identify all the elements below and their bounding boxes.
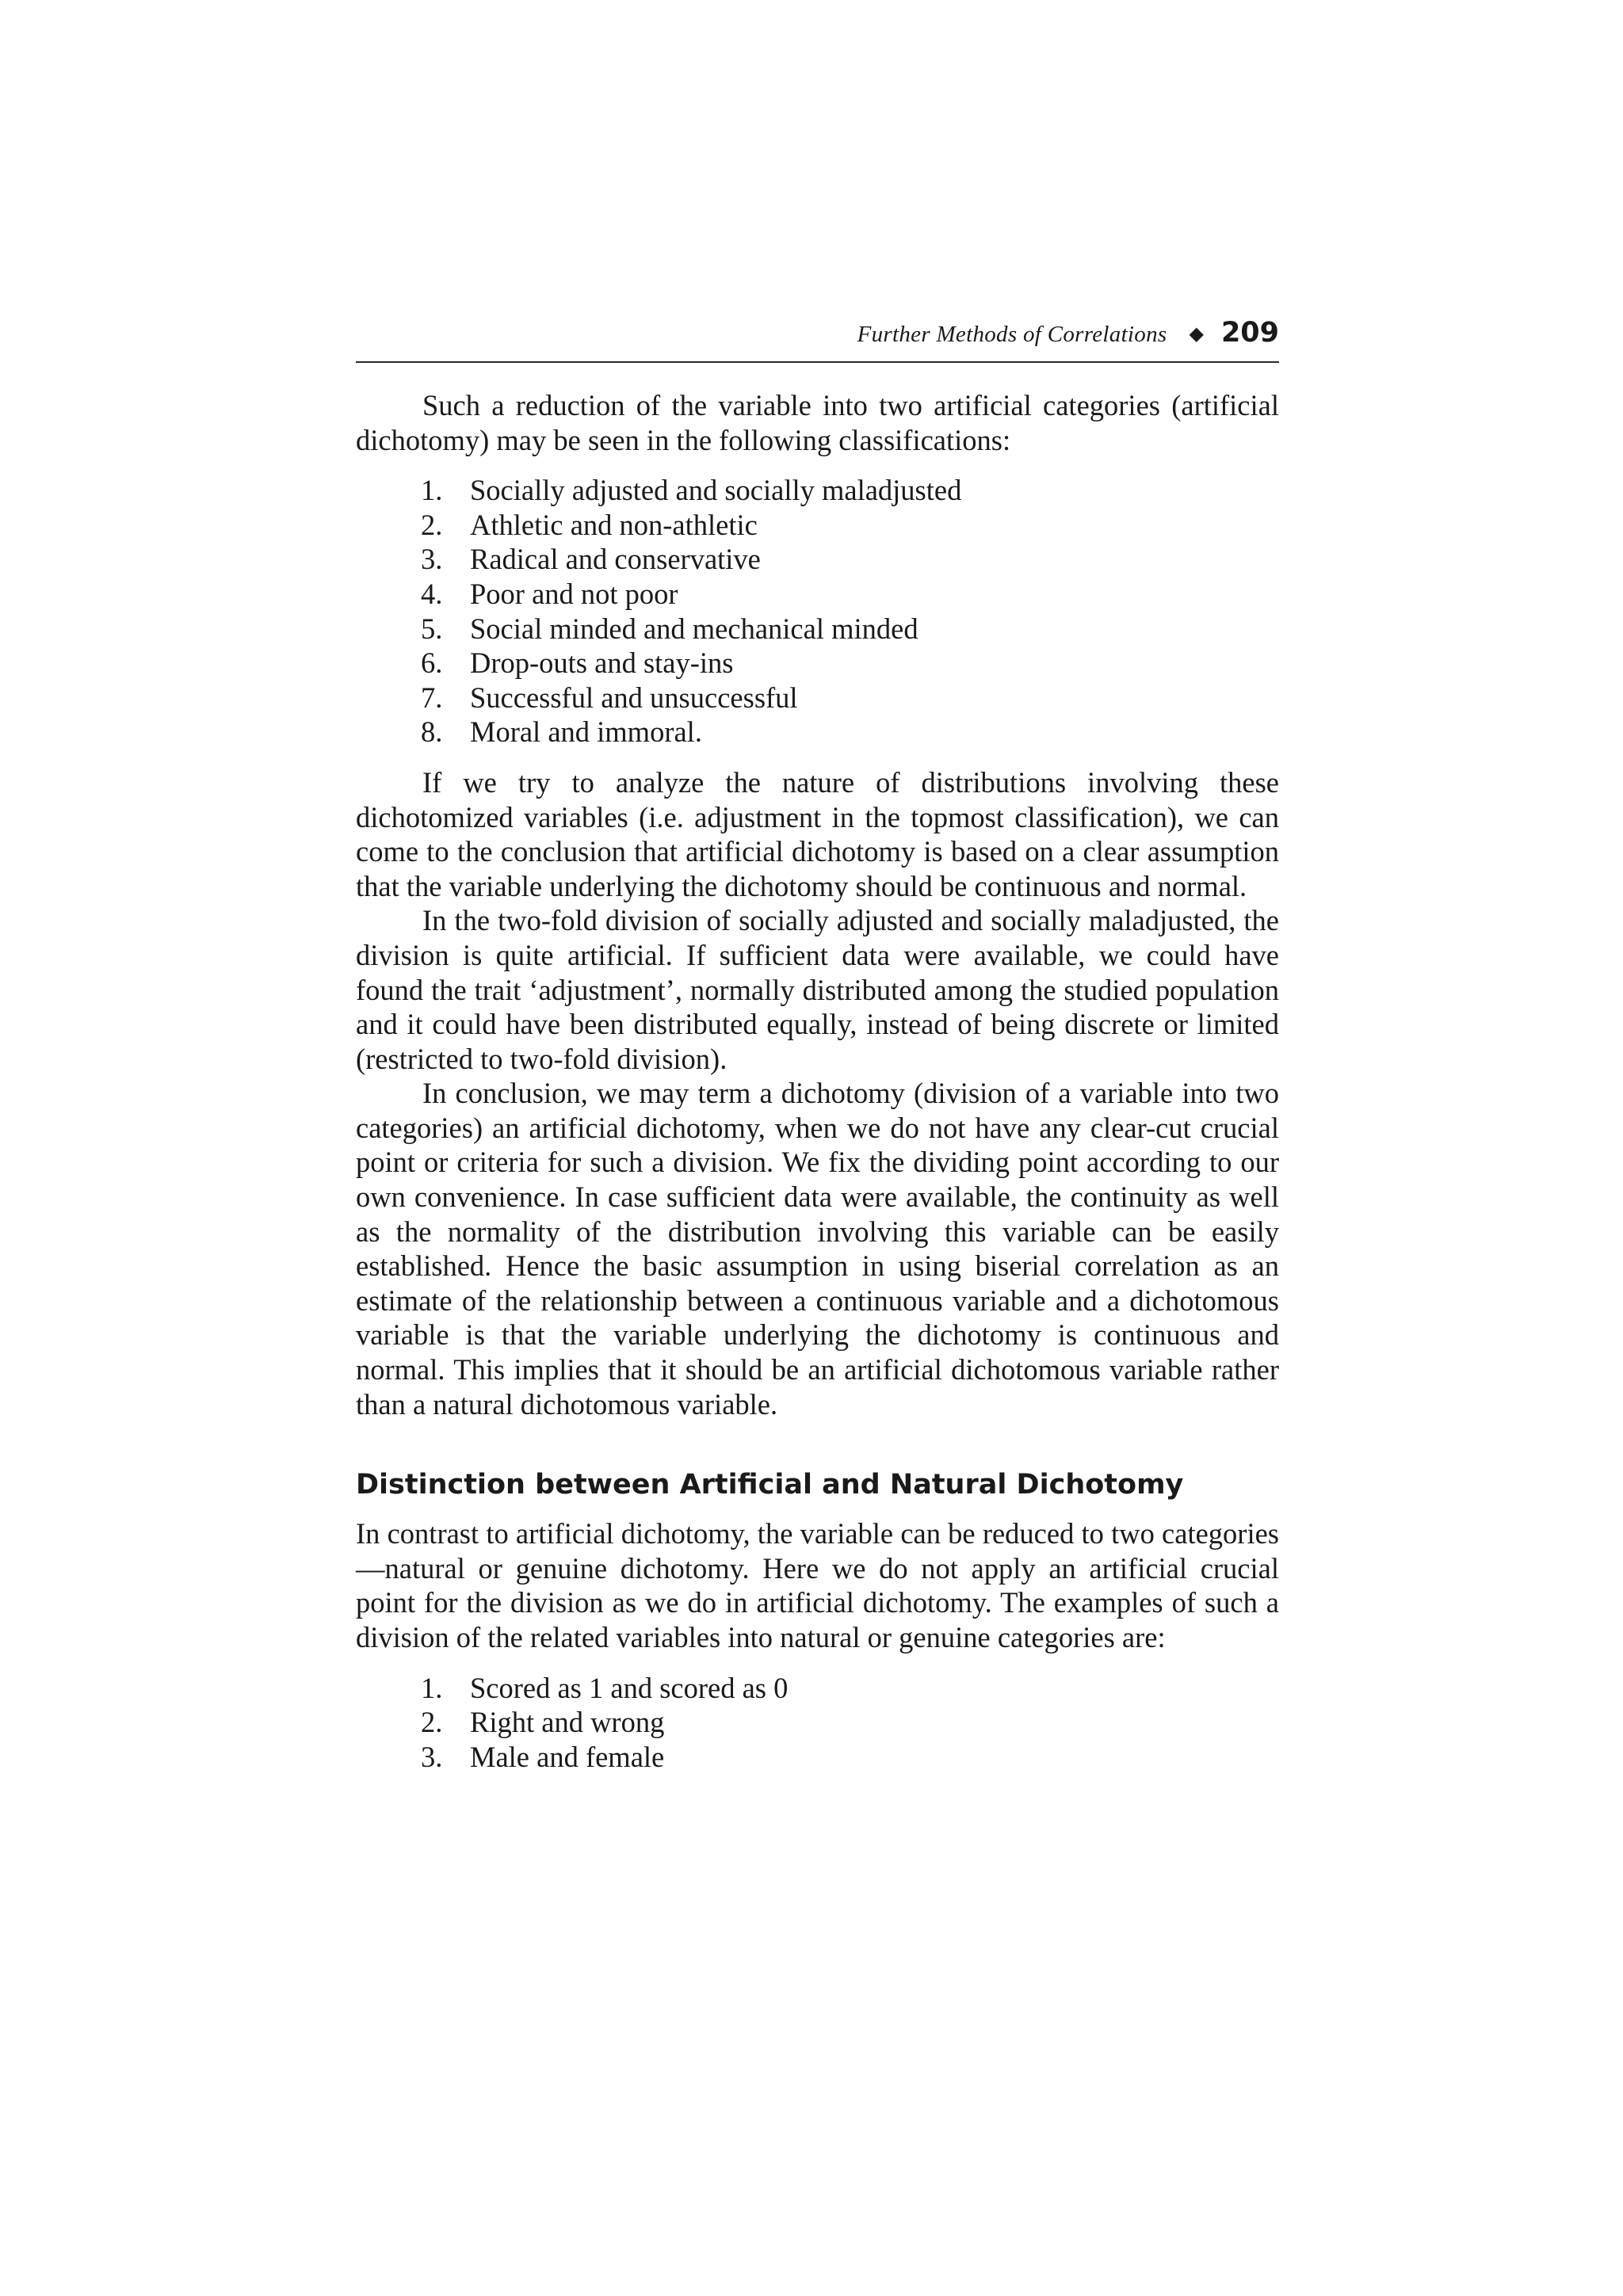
paragraph: Such a reduction of the variable into two artificial categories (artificial dichotomy) may be seen in the following classifications: bbox=[356, 389, 1279, 456]
list-item-number: 7. bbox=[421, 681, 443, 714]
list-item bbox=[421, 577, 1279, 612]
list-item bbox=[421, 715, 1279, 749]
list-item-number: 3. bbox=[421, 543, 443, 576]
list-item bbox=[421, 1705, 1279, 1740]
list-item bbox=[421, 612, 1279, 646]
list-item-number: 3. bbox=[421, 1740, 443, 1773]
list-item-text: Male and female bbox=[470, 1740, 665, 1773]
list-item-text: Athletic and non-athletic bbox=[470, 508, 758, 541]
diamond-icon: ◆ bbox=[1189, 322, 1204, 345]
list-item-number: 8. bbox=[421, 715, 443, 749]
list-item bbox=[421, 1671, 1279, 1706]
section-heading: Distinction between Artificial and Natural Dichotomy bbox=[356, 1469, 1184, 1501]
list-item bbox=[421, 542, 1279, 577]
list-item bbox=[421, 681, 1279, 715]
list-item-number: 5. bbox=[421, 612, 443, 645]
list-item-text: Successful and unsuccessful bbox=[470, 681, 798, 714]
list-item-number: 4. bbox=[421, 577, 443, 610]
list-item-text: Social minded and mechanical minded bbox=[470, 612, 918, 645]
book-page bbox=[356, 317, 1279, 1790]
paragraph: If we try to analyze the nature of distributions involving these dichotomized variables (i.e. adjustment in the topmost classification), we can come to the conclusion that artificial dichotomy is based on a clear assumption that the variable underlying the dichotomy should be continuous and normal. bbox=[356, 765, 1279, 902]
list-item bbox=[421, 508, 1279, 543]
list-item-text: Poor and not poor bbox=[470, 577, 678, 610]
list-item bbox=[421, 646, 1279, 681]
paragraph: In conclusion, we may term a dichotomy (division of a variable into two categories) an artificial dichotomy, when we do not have any clear-cut crucial point or criteria for such a division. We fix the dividing point according to our own convenience. In case sufficient data were available, the continuity as well as the normality of the distribution involving this variable can be easily established. Hence the basic assumption in using biserial correlation as an estimate of the relationship between a continuous variable and a dichotomous variable is that the variable underlying the dichotomy is continuous and normal. This implies that it should be an artificial dichotomous variable rather than a natural dichotomous variable. bbox=[356, 1077, 1279, 1421]
list-item-number: 1. bbox=[421, 1671, 443, 1704]
natural-dichotomy-list bbox=[356, 1671, 1279, 1775]
list-item-text: Right and wrong bbox=[470, 1706, 665, 1739]
list-item-text: Radical and conservative bbox=[470, 543, 761, 576]
page-content bbox=[356, 388, 1279, 1774]
artificial-dichotomy-list bbox=[356, 473, 1279, 749]
running-header bbox=[356, 317, 1279, 363]
list-item-text: Drop-outs and stay-ins bbox=[470, 646, 734, 680]
list-item bbox=[421, 1740, 1279, 1775]
running-title: Further Methods of Correlations bbox=[857, 322, 1167, 347]
list-item-number: 2. bbox=[421, 1706, 443, 1739]
paragraph: In the two-fold division of socially adjusted and socially maladjusted, the division is quite artificial. If sufficient data were available, we could have found the trait ‘adjustment’, normally distributed among the studied population and it could have been distributed equally, instead of being discrete or limited (restricted to two-fold division). bbox=[356, 904, 1279, 1075]
list-item-number: 2. bbox=[421, 508, 443, 541]
list-item-text: Moral and immoral. bbox=[470, 715, 702, 749]
list-item-text: Scored as 1 and scored as 0 bbox=[470, 1671, 789, 1704]
list-item-text: Socially adjusted and socially maladjusted bbox=[470, 474, 962, 507]
list-item-number: 6. bbox=[421, 646, 443, 680]
list-item-number: 1. bbox=[421, 474, 443, 507]
page-number: 209 bbox=[1220, 317, 1279, 349]
list-item bbox=[421, 473, 1279, 508]
paragraph: In contrast to artificial dichotomy, the variable can be reduced to two categories—natural or genuine dichotomy. Here we do not apply an artificial crucial point for the division as we do in artificial dichotomy. The examples of such a division of the related variables into natural or genuine categories are: bbox=[356, 1517, 1279, 1653]
